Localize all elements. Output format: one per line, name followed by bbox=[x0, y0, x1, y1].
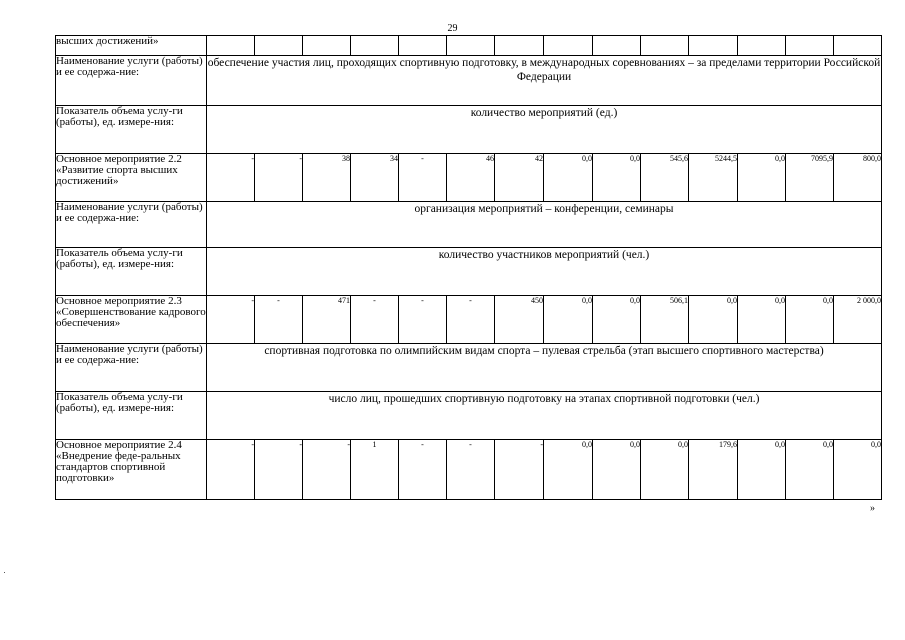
value-cell bbox=[303, 36, 351, 56]
value-cell: - bbox=[255, 440, 303, 500]
value-cell bbox=[544, 36, 593, 56]
merged-description-cell: организация мероприятий – конференции, семинары bbox=[207, 202, 882, 248]
value-cell: - bbox=[399, 440, 447, 500]
row-label: Наименование услуги (работы) и ее содержа-ние: bbox=[56, 344, 207, 392]
row-label: высших достижений» bbox=[56, 36, 207, 56]
value-cell: 0,0 bbox=[738, 440, 786, 500]
value-cell: 0,0 bbox=[738, 296, 786, 344]
value-cell: 450 bbox=[495, 296, 544, 344]
merged-description-cell: число лиц, прошедших спортивную подготовку на этапах спортивной подготовки (чел.) bbox=[207, 392, 882, 440]
row-label: Показатель объема услу-ги (работы), ед. измере-ния: bbox=[56, 392, 207, 440]
value-cell: - bbox=[255, 154, 303, 202]
value-cell bbox=[447, 36, 495, 56]
table-row bbox=[56, 248, 882, 296]
value-cell: 800,0 bbox=[834, 154, 882, 202]
scan-speck bbox=[4, 572, 5, 573]
value-cell: 0,0 bbox=[689, 296, 738, 344]
value-cell: - bbox=[447, 296, 495, 344]
value-cell: 5244,5 bbox=[689, 154, 738, 202]
value-cell: - bbox=[399, 154, 447, 202]
table-row bbox=[56, 296, 882, 344]
merged-description-cell: спортивная подготовка по олимпийским видам спорта – пулевая стрельба (этап высшего спортивного мастерства) bbox=[207, 344, 882, 392]
value-cell bbox=[351, 36, 399, 56]
value-cell bbox=[207, 36, 255, 56]
value-cell: - bbox=[351, 296, 399, 344]
value-cell: - bbox=[495, 440, 544, 500]
value-cell: 0,0 bbox=[641, 440, 689, 500]
merged-description-cell: количество участников мероприятий (чел.) bbox=[207, 248, 882, 296]
table-row bbox=[56, 440, 882, 500]
value-cell bbox=[834, 36, 882, 56]
value-cell: 46 bbox=[447, 154, 495, 202]
value-cell: - bbox=[447, 440, 495, 500]
closing-quote: » bbox=[870, 503, 875, 514]
value-cell: - bbox=[399, 296, 447, 344]
value-cell bbox=[786, 36, 834, 56]
value-cell bbox=[689, 36, 738, 56]
value-cell: 38 bbox=[303, 154, 351, 202]
value-cell: 0,0 bbox=[593, 296, 641, 344]
value-cell: 471 bbox=[303, 296, 351, 344]
value-cell: 42 bbox=[495, 154, 544, 202]
value-cell: - bbox=[255, 296, 303, 344]
table-row bbox=[56, 344, 882, 392]
value-cell: 0,0 bbox=[544, 296, 593, 344]
value-cell: 34 bbox=[351, 154, 399, 202]
table-row bbox=[56, 56, 882, 106]
row-label: Показатель объема услу-ги (работы), ед. измере-ния: bbox=[56, 248, 207, 296]
value-cell: 0,0 bbox=[834, 440, 882, 500]
table-row bbox=[56, 392, 882, 440]
merged-description-cell: обеспечение участия лиц, проходящих спортивную подготовку, в международных соревнованиях – за пределами территории Российской Федерации bbox=[207, 56, 882, 106]
value-cell: 179,6 bbox=[689, 440, 738, 500]
program-table bbox=[55, 35, 882, 500]
value-cell: - bbox=[303, 440, 351, 500]
table-row bbox=[56, 154, 882, 202]
value-cell: 545,6 bbox=[641, 154, 689, 202]
row-label: Показатель объема услу-ги (работы), ед. измере-ния: bbox=[56, 106, 207, 154]
value-cell: 2 000,0 bbox=[834, 296, 882, 344]
page-number: 29 bbox=[447, 23, 458, 34]
value-cell: 0,0 bbox=[786, 296, 834, 344]
value-cell: 0,0 bbox=[786, 440, 834, 500]
value-cell bbox=[738, 36, 786, 56]
table-row bbox=[56, 202, 882, 248]
merged-description-cell: количество мероприятий (ед.) bbox=[207, 106, 882, 154]
value-cell bbox=[495, 36, 544, 56]
value-cell: 0,0 bbox=[593, 154, 641, 202]
row-label: Основное мероприятие 2.3 «Совершенствование кадрового обеспечения» bbox=[56, 296, 207, 344]
value-cell: 506,1 bbox=[641, 296, 689, 344]
row-label: Наименование услуги (работы) и ее содержа-ние: bbox=[56, 56, 207, 106]
value-cell bbox=[255, 36, 303, 56]
row-label: Основное мероприятие 2.2 «Развитие спорта высших достижений» bbox=[56, 154, 207, 202]
table-row bbox=[56, 36, 882, 56]
value-cell: - bbox=[207, 296, 255, 344]
row-label: Наименование услуги (работы) и ее содержа-ние: bbox=[56, 202, 207, 248]
value-cell: - bbox=[207, 440, 255, 500]
value-cell bbox=[399, 36, 447, 56]
value-cell bbox=[641, 36, 689, 56]
row-label: Основное мероприятие 2.4 «Внедрение феде-ральных стандартов спортивной подготовки» bbox=[56, 440, 207, 500]
value-cell: 0,0 bbox=[544, 154, 593, 202]
value-cell: 0,0 bbox=[544, 440, 593, 500]
value-cell: 7095,9 bbox=[786, 154, 834, 202]
table-row bbox=[56, 106, 882, 154]
value-cell: - bbox=[207, 154, 255, 202]
value-cell bbox=[593, 36, 641, 56]
value-cell: 0,0 bbox=[738, 154, 786, 202]
value-cell: 0,0 bbox=[593, 440, 641, 500]
value-cell: 1 bbox=[351, 440, 399, 500]
